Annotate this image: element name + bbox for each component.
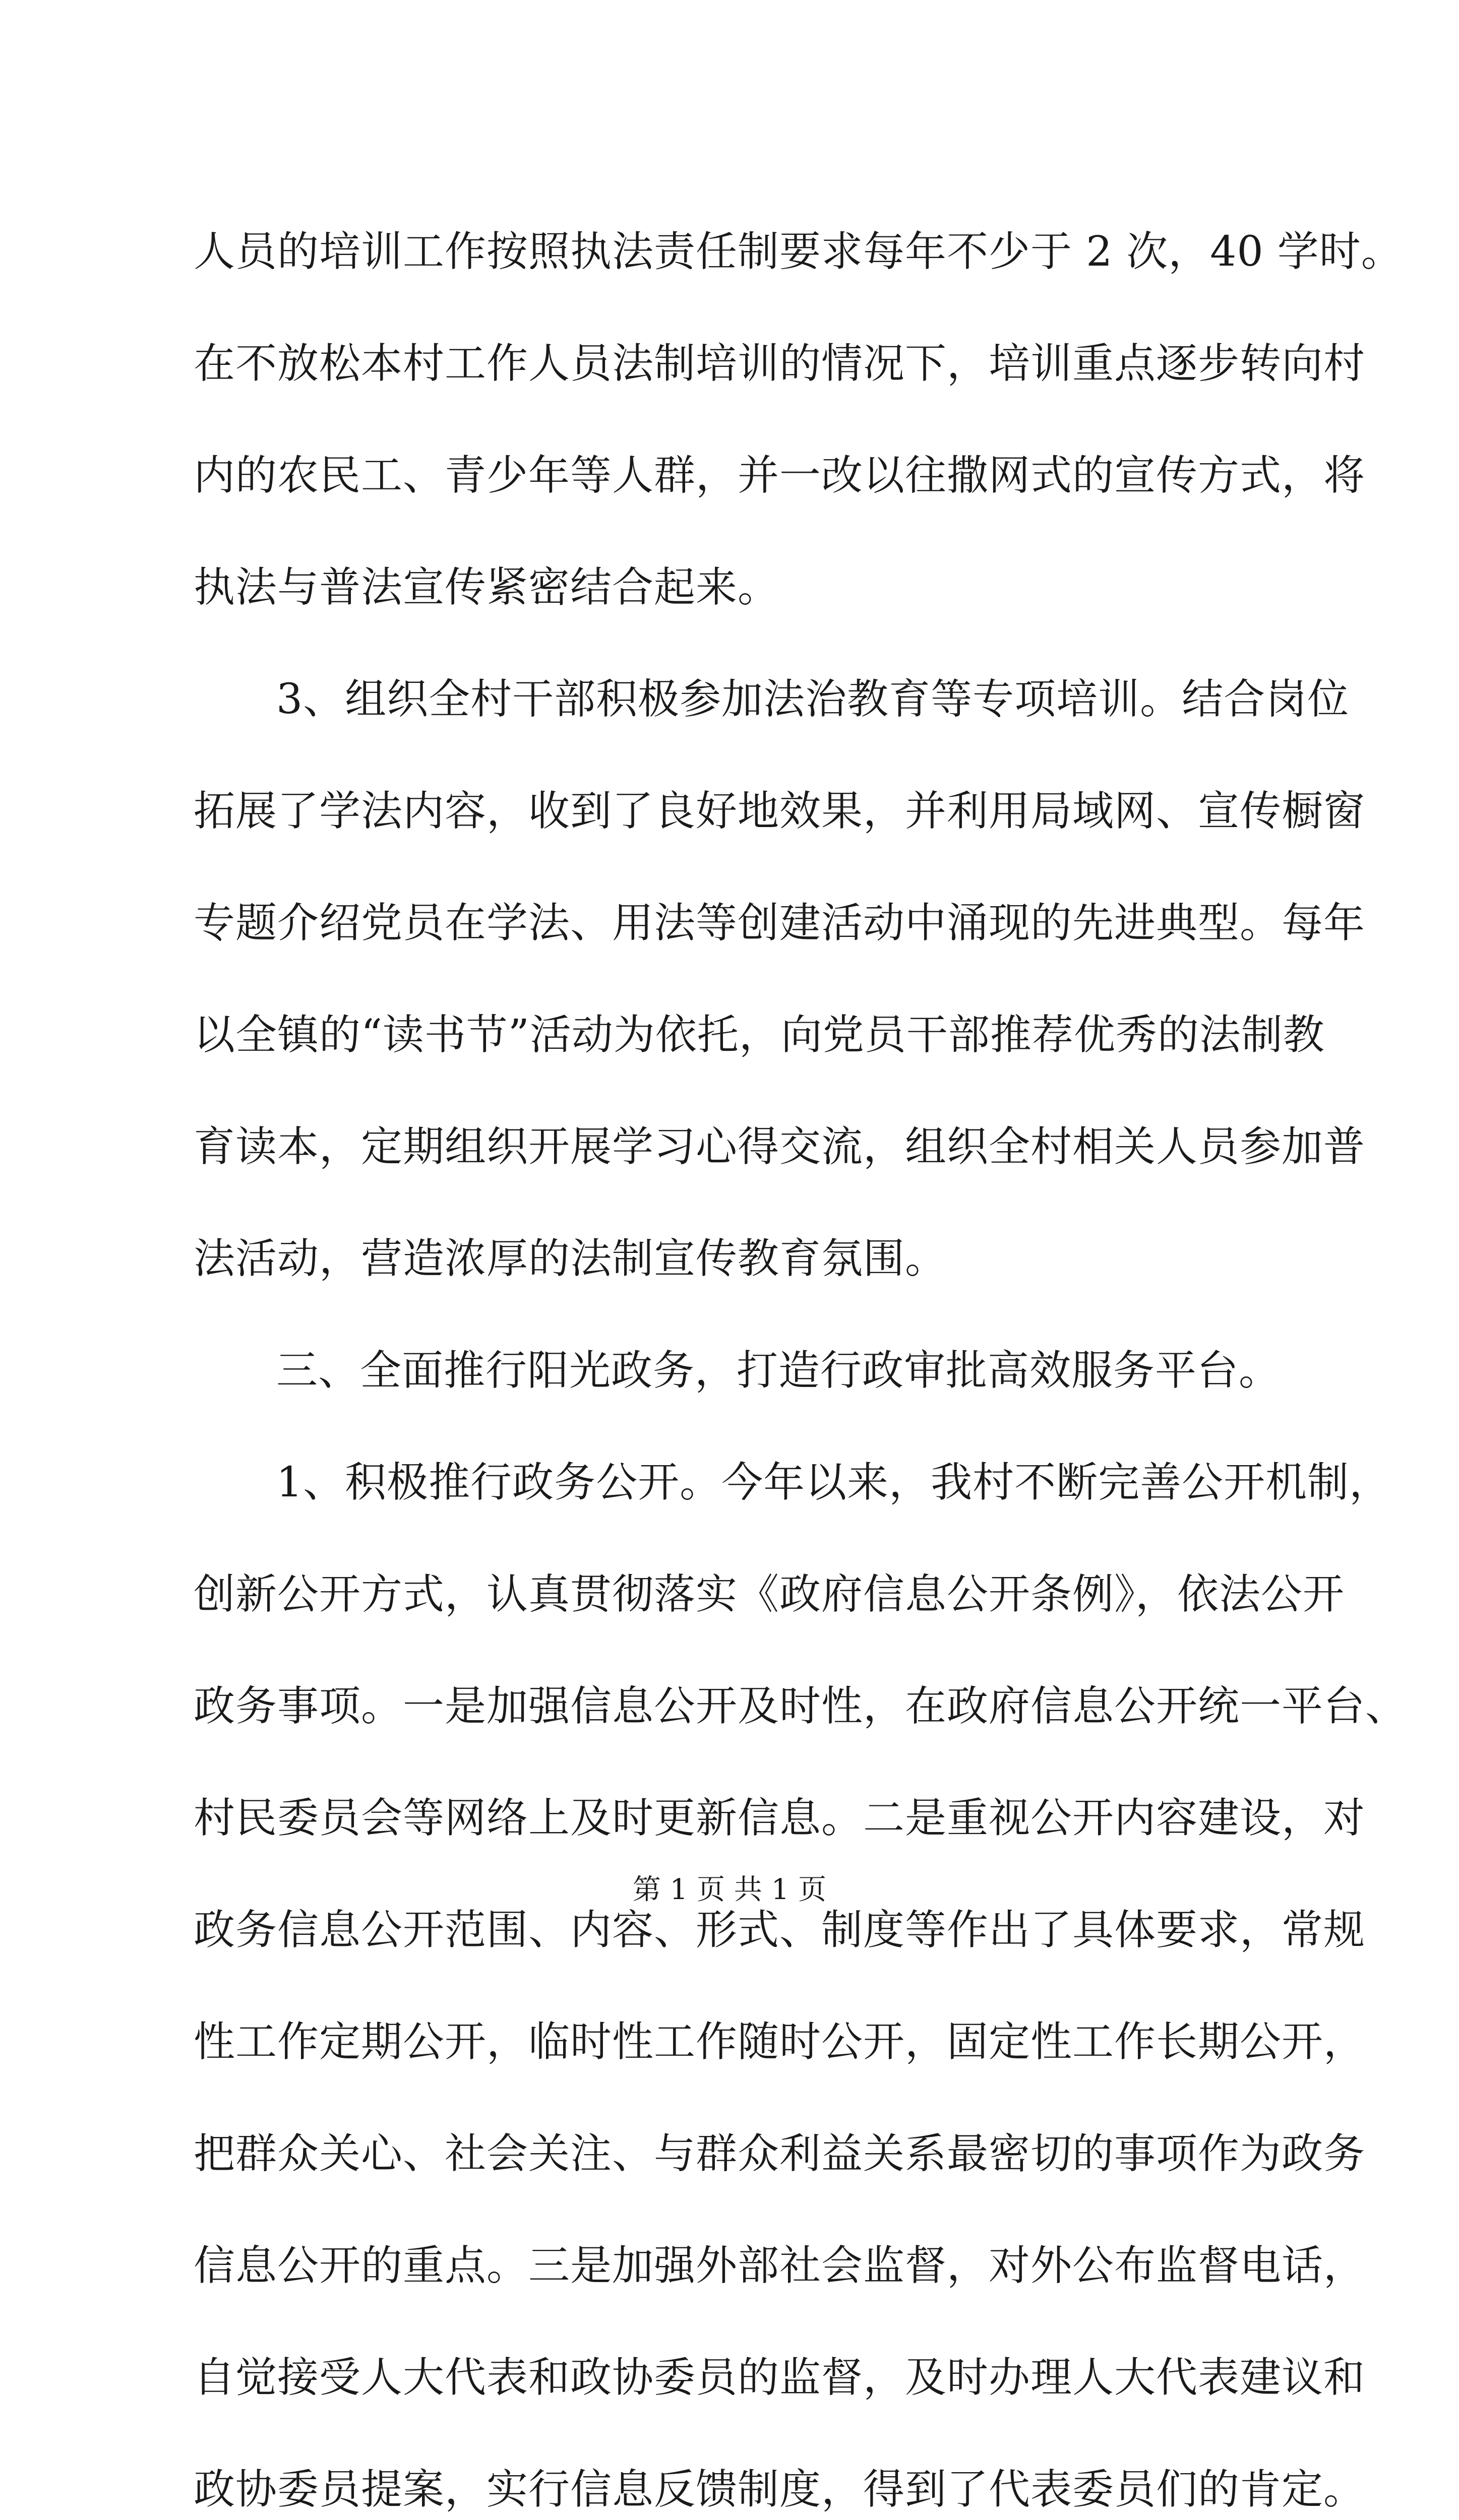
text-line: 以全镇的“读书节”活动为依托，向党员干部推荐优秀的法制教 — [194, 1011, 1325, 1059]
text-line: 法活动，营造浓厚的法制宣传教育氛围。 — [194, 1235, 947, 1283]
text-line: 拓展了学法内容，收到了良好地效果，并利用局域网、宣传橱窗 — [194, 787, 1366, 835]
text-line: 3、组织全村干部积极参加法治教育等专项培训。结合岗位 — [276, 675, 1350, 723]
text-line: 政务信息公开范围、内容、形式、制度等作出了具体要求，常规 — [194, 1906, 1366, 1954]
text-line: 专题介绍党员在学法、用法等创建活动中涌现的先进典型。每年 — [194, 899, 1366, 947]
text-line: 1、积极推行政务公开。今年以来，我村不断完善公开机制， — [276, 1459, 1391, 1506]
page-footer — [0, 1870, 1459, 1910]
section-heading: 三、全面推行阳光政务，打造行政审批高效服务平台。 — [276, 1347, 1281, 1395]
text-line: 村民委员会等网络上及时更新信息。二是重视公开内容建设，对 — [194, 1794, 1366, 1842]
text-line: 信息公开的重点。三是加强外部社会监督，对外公布监督电话， — [194, 2242, 1366, 2290]
text-line: 把群众关心、社会关注、与群众利益关系最密切的事项作为政务 — [194, 2130, 1366, 2178]
text-line: 在不放松本村工作人员法制培训的情况下，培训重点逐步转向村 — [194, 340, 1366, 388]
document-body — [194, 196, 1408, 2520]
page-number-label: 第 1 页 共 1 页 — [632, 1873, 827, 1906]
text-line: 执法与普法宣传紧密结合起来。 — [194, 563, 780, 611]
text-line: 政务事项。一是加强信息公开及时性，在政府信息公开统一平台、 — [194, 1682, 1408, 1730]
text-line: 人员的培训工作按照执法责任制要求每年不少于 2 次，40 学时。 — [194, 228, 1403, 276]
text-line: 自觉接受人大代表和政协委员的监督，及时办理人大代表建议和 — [194, 2354, 1366, 2402]
text-line: 政协委员提案，实行信息反馈制度，得到了代表委员们的肯定。 — [194, 2466, 1366, 2513]
text-line: 育读本，定期组织开展学习心得交流，组织全村相关人员参加普 — [194, 1123, 1366, 1171]
text-line: 性工作定期公开，临时性工作随时公开，固定性工作长期公开， — [194, 2018, 1366, 2066]
text-line: 创新公开方式，认真贯彻落实《政府信息公开条例》，依法公开 — [194, 1570, 1345, 1618]
text-line: 内的农民工、青少年等人群，并一改以往撒网式的宣传方式，将 — [194, 452, 1366, 499]
